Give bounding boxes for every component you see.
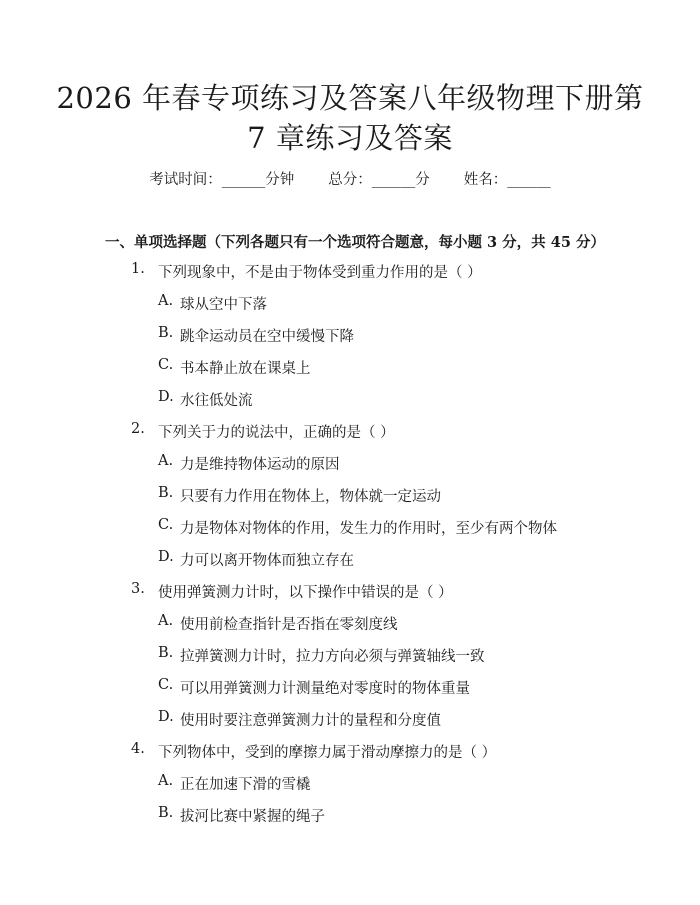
exam-title-line-2: 7 章练习及答案: [247, 121, 453, 155]
option-text: 力是维持物体运动的原因: [180, 457, 340, 473]
option-letter: B.: [158, 805, 174, 821]
option-text: 可以用弹簧测力计测量绝对零度时的物体重量: [180, 681, 470, 697]
option-text: 水往低处流: [180, 393, 253, 409]
student-name-field: 姓名：______: [463, 172, 551, 188]
option-letter: C.: [158, 677, 174, 693]
option-letter: A.: [158, 773, 174, 789]
option-text: 拉弹簧测力计时，拉力方向必须与弹簧轴线一致: [180, 649, 485, 665]
option-letter: D.: [158, 549, 174, 565]
option-text: 球从空中下落: [180, 297, 267, 313]
option-text: 使用前检查指针是否指在零刻度线: [180, 617, 398, 633]
section-heading: 一、单项选择题（下列各题只有一个选项符合题意，每小题 3 分，共 45 分）: [105, 234, 605, 251]
question-text: 下列现象中，不是由于物体受到重力作用的是（ ）: [158, 265, 482, 281]
question-number: 3.: [131, 581, 145, 597]
option-text: 力是物体对物体的作用，发生力的作用时，至少有两个物体: [180, 521, 557, 537]
option-letter: A.: [158, 453, 174, 469]
option-letter: A.: [158, 293, 174, 309]
question-text: 使用弹簧测力计时，以下操作中错误的是（ ）: [158, 585, 453, 601]
option-letter: D.: [158, 389, 174, 405]
exam-title-line-1: 2026 年春专项练习及答案八年级物理下册第: [56, 81, 644, 115]
option-letter: B.: [158, 325, 174, 341]
question-text: 下列物体中，受到的摩擦力属于滑动摩擦力的是（ ）: [158, 745, 497, 761]
option-text: 只要有力作用在物体上，物体就一定运动: [180, 489, 441, 505]
question-number: 2.: [131, 421, 145, 437]
option-letter: C.: [158, 517, 174, 533]
option-text: 力可以离开物体而独立存在: [180, 553, 354, 569]
option-letter: A.: [158, 613, 174, 629]
option-text: 跳伞运动员在空中缓慢下降: [180, 329, 354, 345]
option-letter: B.: [158, 485, 174, 501]
exam-meta: [0, 168, 700, 189]
option-letter: C.: [158, 357, 174, 373]
question-text: 下列关于力的说法中，正确的是（ ）: [158, 425, 395, 441]
exam-score-field: 总分：______分: [328, 172, 430, 188]
option-letter: D.: [158, 709, 174, 725]
option-letter: B.: [158, 645, 174, 661]
option-text: 使用时要注意弹簧测力计的量程和分度值: [180, 713, 441, 729]
question-number: 4.: [131, 741, 145, 757]
option-text: 书本静止放在课桌上: [180, 361, 311, 377]
option-text: 拔河比赛中紧握的绳子: [180, 809, 325, 825]
question-number: 1.: [131, 261, 145, 277]
exam-time-field: 考试时间：______分钟: [149, 172, 295, 188]
option-text: 正在加速下滑的雪橇: [180, 777, 311, 793]
